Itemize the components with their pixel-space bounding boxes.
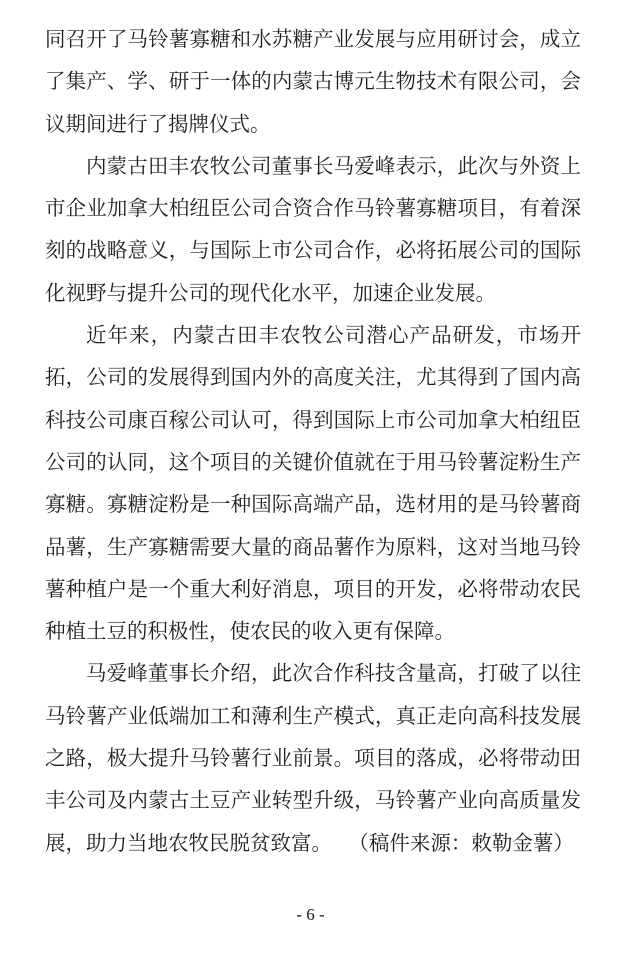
page-number: - 6 - <box>296 905 325 924</box>
paragraph-text: 近年来，内蒙古田丰农牧公司潜心产品研发，市场开拓，公司的发展得到国内外的高度关注，尤其得到了国内高科技公司康百稼公司认可，得到国际上市公司加拿大柏纽臣公司的认同，这个项目的关键价值就在于用马铃薯淀粉生产寡糖。寡糖淀粉是一种国际高端产品，选材用的是马铃薯商品薯，生产寡糖需要大量的商品薯作为原料，这对当地马铃薯种植户是一个重大利好消息，项目的开发，必将带动农民种植土豆的积极性，使农民的收入更有保障。 <box>45 325 581 644</box>
paragraph <box>45 146 581 315</box>
paragraph <box>45 315 581 653</box>
document-body <box>45 19 581 865</box>
paragraph-text: 马爱峰董事长介绍，此次合作科技含量高，打破了以往马铃薯产业低端加工和薄利生产模式，真正走向高科技发展之路，极大提升马铃薯行业前景。项目的落成，必将带动田丰公司及内蒙古土豆产业转型升级，马铃薯产业向高质量发展，助力当地农牧民脱贫致富。 <box>45 663 581 855</box>
paragraph-text: 内蒙古田丰农牧公司董事长马爱峰表示，此次与外资上市企业加拿大柏纽臣公司合资合作马铃薯寡糖项目，有着深刻的战略意义，与国际上市公司合作，必将拓展公司的国际化视野与提升公司的现代化水平，加速企业发展。 <box>45 155 581 305</box>
paragraph-text: 同召开了马铃薯寡糖和水苏糖产业发展与应用研讨会，成立了集产、学、研于一体的内蒙古博元生物技术有限公司，会议期间进行了揭牌仪式。 <box>45 29 581 136</box>
source-credit: （稿件来源：敕勒金薯） <box>358 832 574 855</box>
paragraph <box>45 653 581 864</box>
paragraph <box>45 19 581 146</box>
